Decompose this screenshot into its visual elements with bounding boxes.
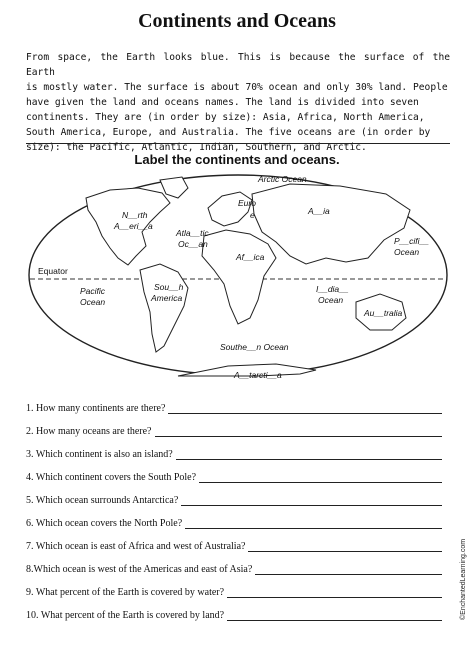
question-row bbox=[26, 402, 442, 414]
answer-line[interactable] bbox=[255, 565, 442, 575]
label-atlantic-ocean: Oc__an bbox=[178, 239, 208, 249]
label-indian-ocean: Ocean bbox=[318, 295, 344, 305]
answer-line[interactable] bbox=[185, 519, 442, 529]
question-text: 10. What percent of the Earth is covered by land? bbox=[26, 610, 225, 621]
label-north-america: A__eri__a bbox=[114, 221, 153, 231]
label-pacific-ocean-west: Ocean bbox=[80, 297, 106, 307]
label-south-america: America bbox=[151, 293, 183, 303]
label-pacific-ocean-west: Pacific bbox=[80, 286, 106, 296]
intro-line: South America, Europe, and Australia. The five oceans are (in order by bbox=[26, 127, 431, 138]
label-south-america: Sou__h bbox=[154, 282, 184, 292]
label-atlantic-ocean: Atla__tic bbox=[176, 228, 209, 238]
divider bbox=[26, 143, 450, 144]
answer-line[interactable] bbox=[181, 496, 442, 506]
question-text: 8.Which ocean is west of the Americas and east of Asia? bbox=[26, 564, 253, 575]
question-row bbox=[26, 540, 442, 552]
question-text: 2. How many oceans are there? bbox=[26, 426, 152, 437]
answer-line[interactable] bbox=[248, 542, 442, 552]
intro-paragraph bbox=[26, 50, 450, 155]
question-row bbox=[26, 517, 442, 529]
label-antarctica: A__tarcti__a bbox=[234, 370, 282, 380]
question-row bbox=[26, 448, 442, 460]
label-equator: Equator bbox=[38, 266, 68, 276]
label-australia: Au__tralia bbox=[364, 308, 403, 318]
intro-line: is mostly water. The surface is about 70% ocean and only 30% land. People bbox=[26, 82, 448, 93]
question-text: 3. Which continent is also an island? bbox=[26, 449, 173, 460]
label-africa: Af__ica bbox=[236, 252, 265, 262]
intro-line: continents. They are (in order by size): Asia, Africa, North America, bbox=[26, 112, 425, 123]
question-row bbox=[26, 563, 442, 575]
question-text: 5. Which ocean surrounds Antarctica? bbox=[26, 495, 179, 506]
question-row bbox=[26, 494, 442, 506]
answer-line[interactable] bbox=[199, 473, 442, 483]
label-arctic-ocean: Arctic Ocean bbox=[258, 174, 307, 184]
intro-line: have given the land and oceans names. The land is divided into seven bbox=[26, 97, 419, 108]
intro-line: From space, the Earth looks blue. This is because the surface of the Earth bbox=[26, 52, 450, 78]
question-text: 1. How many continents are there? bbox=[26, 403, 166, 414]
answer-line[interactable] bbox=[227, 611, 442, 621]
question-text: 4. Which continent covers the South Pole? bbox=[26, 472, 197, 483]
label-southern-ocean: Southe__n Ocean bbox=[220, 342, 289, 352]
label-pacific-ocean-east: Ocean bbox=[394, 247, 420, 257]
world-map bbox=[0, 168, 474, 394]
answer-line[interactable] bbox=[155, 427, 443, 437]
map-heading: Label the continents and oceans. bbox=[134, 152, 340, 167]
answer-line[interactable] bbox=[176, 450, 442, 460]
question-text: 9. What percent of the Earth is covered by water? bbox=[26, 587, 225, 598]
page-title: Continents and Oceans bbox=[138, 10, 336, 32]
question-row bbox=[26, 425, 442, 437]
answer-line[interactable] bbox=[168, 404, 442, 414]
question-row bbox=[26, 471, 442, 483]
question-text: 7. Which ocean is east of Africa and west of Australia? bbox=[26, 541, 246, 552]
copyright-watermark: ©EnchantedLearning.com bbox=[460, 538, 467, 620]
label-indian-ocean: I__dia__ bbox=[316, 284, 349, 294]
answer-line[interactable] bbox=[227, 588, 442, 598]
label-europe: e bbox=[250, 210, 255, 220]
question-row bbox=[26, 586, 442, 598]
label-pacific-ocean-east: P__cifi__ bbox=[394, 236, 429, 246]
label-asia: A__ia bbox=[308, 206, 330, 216]
label-north-america: N__rth bbox=[122, 210, 148, 220]
label-europe: Euro bbox=[238, 198, 256, 208]
question-row bbox=[26, 609, 442, 621]
question-text: 6. Which ocean covers the North Pole? bbox=[26, 518, 183, 529]
intro-line: size): the Pacific, Atlantic, Indian, Southern, and Arctic. bbox=[26, 142, 367, 153]
